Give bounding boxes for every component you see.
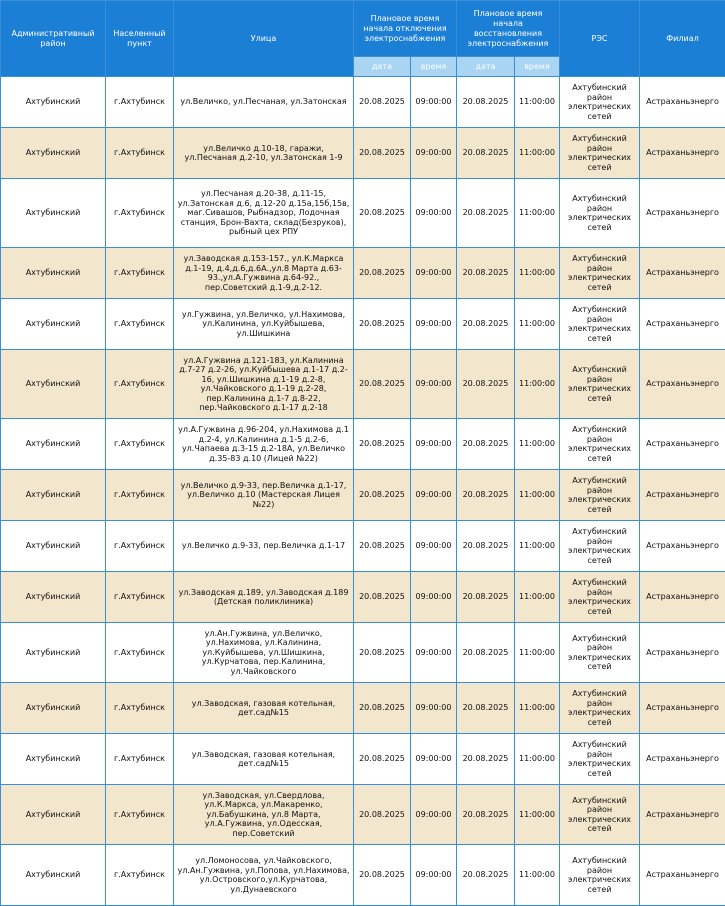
cell-res: Ахтубинский район электрических сетей: [560, 785, 640, 845]
cell-end-date: 20.08.2025: [457, 350, 515, 419]
cell-end-time: 11:00:00: [515, 734, 560, 785]
cell-end-date: 20.08.2025: [457, 128, 515, 179]
cell-branch: Астраханьэнерго: [640, 845, 725, 906]
header-end: Плановое время начала восстановления электроснабжения: [457, 1, 560, 57]
cell-end-date: 20.08.2025: [457, 572, 515, 623]
cell-locality: г.Ахтубинск: [106, 683, 174, 734]
cell-district: Ахтубинский: [1, 572, 106, 623]
cell-branch: Астраханьэнерго: [640, 128, 725, 179]
cell-end-date: 20.08.2025: [457, 179, 515, 248]
cell-district: Ахтубинский: [1, 299, 106, 350]
cell-branch: Астраханьэнерго: [640, 521, 725, 572]
cell-branch: Астраханьэнерго: [640, 623, 725, 683]
cell-branch: Астраханьэнерго: [640, 248, 725, 299]
cell-end-date: 20.08.2025: [457, 419, 515, 470]
cell-res: Ахтубинский район электрических сетей: [560, 179, 640, 248]
cell-start-date: 20.08.2025: [354, 572, 411, 623]
cell-res: Ахтубинский район электрических сетей: [560, 470, 640, 521]
cell-end-date: 20.08.2025: [457, 470, 515, 521]
table-row: [1, 845, 725, 906]
cell-street: ул.Ломоносова, ул.Чайковского, ул.Ан.Гужвина, ул.Попова, ул.Нахимова, ул.Островского,ул.Курчатова, ул.Дунаевского: [174, 845, 354, 906]
table-row: [1, 248, 725, 299]
header-branch: Филиал: [640, 1, 725, 77]
cell-locality: г.Ахтубинск: [106, 128, 174, 179]
cell-start-time: 09:00:00: [411, 128, 457, 179]
cell-end-time: 11:00:00: [515, 521, 560, 572]
cell-end-time: 11:00:00: [515, 572, 560, 623]
cell-district: Ахтубинский: [1, 248, 106, 299]
cell-res: Ахтубинский район электрических сетей: [560, 419, 640, 470]
cell-locality: г.Ахтубинск: [106, 248, 174, 299]
subheader-end-date: дата: [457, 57, 515, 77]
table-row: [1, 734, 725, 785]
cell-end-time: 11:00:00: [515, 128, 560, 179]
cell-end-time: 11:00:00: [515, 683, 560, 734]
cell-start-time: 09:00:00: [411, 470, 457, 521]
cell-locality: г.Ахтубинск: [106, 350, 174, 419]
cell-res: Ахтубинский район электрических сетей: [560, 734, 640, 785]
table-row: [1, 419, 725, 470]
cell-start-date: 20.08.2025: [354, 299, 411, 350]
cell-district: Ахтубинский: [1, 419, 106, 470]
cell-branch: Астраханьэнерго: [640, 683, 725, 734]
cell-end-date: 20.08.2025: [457, 785, 515, 845]
cell-start-time: 09:00:00: [411, 572, 457, 623]
cell-branch: Астраханьэнерго: [640, 734, 725, 785]
cell-start-time: 09:00:00: [411, 521, 457, 572]
table-row: [1, 785, 725, 845]
cell-branch: Астраханьэнерго: [640, 419, 725, 470]
cell-street: ул.Величко д.9-33, пер.Величка д.1-17: [174, 521, 354, 572]
cell-start-date: 20.08.2025: [354, 179, 411, 248]
cell-start-date: 20.08.2025: [354, 623, 411, 683]
cell-start-time: 09:00:00: [411, 419, 457, 470]
cell-branch: Астраханьэнерго: [640, 470, 725, 521]
cell-street: ул.Заводская, газовая котельная, дет.сад№15: [174, 683, 354, 734]
cell-locality: г.Ахтубинск: [106, 734, 174, 785]
cell-start-date: 20.08.2025: [354, 419, 411, 470]
cell-district: Ахтубинский: [1, 128, 106, 179]
cell-district: Ахтубинский: [1, 845, 106, 906]
cell-branch: Астраханьэнерго: [640, 77, 725, 128]
table-row: [1, 470, 725, 521]
header-res: РЭС: [560, 1, 640, 77]
cell-start-time: 09:00:00: [411, 248, 457, 299]
cell-end-date: 20.08.2025: [457, 623, 515, 683]
cell-street: ул.Заводская, газовая котельная, дет.сад№15: [174, 734, 354, 785]
cell-street: ул.Заводская д.189, ул.Заводская д.189 (Детская поликлиника): [174, 572, 354, 623]
cell-start-date: 20.08.2025: [354, 734, 411, 785]
cell-end-date: 20.08.2025: [457, 299, 515, 350]
cell-end-time: 11:00:00: [515, 77, 560, 128]
cell-locality: г.Ахтубинск: [106, 845, 174, 906]
cell-start-date: 20.08.2025: [354, 845, 411, 906]
cell-start-date: 20.08.2025: [354, 77, 411, 128]
cell-district: Ахтубинский: [1, 350, 106, 419]
cell-start-time: 09:00:00: [411, 179, 457, 248]
cell-end-time: 11:00:00: [515, 623, 560, 683]
subheader-start-date: дата: [354, 57, 411, 77]
subheader-start-time: время: [411, 57, 457, 77]
cell-res: Ахтубинский район электрических сетей: [560, 572, 640, 623]
cell-street: ул.А.Гужвина д.96-204, ул.Нахимова д.1 д.2-4, ул.Калинина д.1-5 д.2-6, ул.Чапаева д.3-15 д.2-18А, ул.Величко д.35-83 д.10 (Лицей №22): [174, 419, 354, 470]
cell-start-time: 09:00:00: [411, 734, 457, 785]
cell-start-date: 20.08.2025: [354, 683, 411, 734]
cell-end-date: 20.08.2025: [457, 77, 515, 128]
cell-branch: Астраханьэнерго: [640, 299, 725, 350]
cell-locality: г.Ахтубинск: [106, 572, 174, 623]
cell-res: Ахтубинский район электрических сетей: [560, 350, 640, 419]
cell-end-time: 11:00:00: [515, 419, 560, 470]
header-street: Улица: [174, 1, 354, 77]
cell-res: Ахтубинский район электрических сетей: [560, 248, 640, 299]
cell-branch: Астраханьэнерго: [640, 785, 725, 845]
cell-start-date: 20.08.2025: [354, 785, 411, 845]
header-start: Плановое время начала отключения электроснабжения: [354, 1, 457, 57]
cell-locality: г.Ахтубинск: [106, 521, 174, 572]
cell-district: Ахтубинский: [1, 521, 106, 572]
table-row: [1, 77, 725, 128]
cell-start-date: 20.08.2025: [354, 521, 411, 572]
cell-end-time: 11:00:00: [515, 350, 560, 419]
cell-street: ул.Ан.Гужвина, ул.Величко, ул.Нахимова, ул.Калинина, ул.Куйбышева, ул.Шишкина, ул.Курчатова, пер.Калинина, ул.Чайковского: [174, 623, 354, 683]
cell-start-time: 09:00:00: [411, 623, 457, 683]
cell-locality: г.Ахтубинск: [106, 785, 174, 845]
cell-district: Ахтубинский: [1, 683, 106, 734]
cell-end-date: 20.08.2025: [457, 683, 515, 734]
table-row: [1, 128, 725, 179]
cell-res: Ахтубинский район электрических сетей: [560, 128, 640, 179]
cell-res: Ахтубинский район электрических сетей: [560, 299, 640, 350]
cell-end-time: 11:00:00: [515, 248, 560, 299]
cell-locality: г.Ахтубинск: [106, 299, 174, 350]
cell-locality: г.Ахтубинск: [106, 419, 174, 470]
cell-street: ул.Заводская, ул.Свердлова, ул.К.Маркса, ул.Макаренко, ул.Бабушкина, ул.8 Марта, ул.А.Гужвина, ул.Одесская, пер.Советский: [174, 785, 354, 845]
header-district: Административный район: [1, 1, 106, 77]
table-row: [1, 521, 725, 572]
cell-locality: г.Ахтубинск: [106, 623, 174, 683]
cell-street: ул.Гужвина, ул.Величко, ул.Нахимова, ул.Калинина, ул.Куйбышева, ул.Шишкина: [174, 299, 354, 350]
cell-district: Ахтубинский: [1, 623, 106, 683]
table-body: [1, 77, 725, 906]
cell-street: ул.Величко д.9-33, пер.Величка д.1-17, ул.Величко д.10 (Мастерская Лицея №22): [174, 470, 354, 521]
table-row: [1, 623, 725, 683]
cell-start-date: 20.08.2025: [354, 128, 411, 179]
cell-street: ул.Величко д.10-18, гаражи, ул.Песчаная д.2-10, ул.Затонская 1-9: [174, 128, 354, 179]
cell-end-time: 11:00:00: [515, 179, 560, 248]
cell-branch: Астраханьэнерго: [640, 179, 725, 248]
cell-district: Ахтубинский: [1, 179, 106, 248]
cell-district: Ахтубинский: [1, 785, 106, 845]
cell-locality: г.Ахтубинск: [106, 77, 174, 128]
cell-start-date: 20.08.2025: [354, 470, 411, 521]
table-row: [1, 572, 725, 623]
cell-end-date: 20.08.2025: [457, 734, 515, 785]
cell-end-time: 11:00:00: [515, 845, 560, 906]
cell-end-date: 20.08.2025: [457, 521, 515, 572]
cell-street: ул.Песчаная д.20-38, д.11-15, ул.Затонская д.6, д.12-20 д.15а,15б,15в, маг.Сивашов, Рыбнадзор, Лодочная станция, Брон-Вахта, склад(Безруков), рыбный цех РПУ: [174, 179, 354, 248]
table-row: [1, 683, 725, 734]
cell-end-date: 20.08.2025: [457, 248, 515, 299]
table-row: [1, 350, 725, 419]
cell-res: Ахтубинский район электрических сетей: [560, 683, 640, 734]
cell-start-time: 09:00:00: [411, 845, 457, 906]
cell-res: Ахтубинский район электрических сетей: [560, 845, 640, 906]
cell-start-time: 09:00:00: [411, 77, 457, 128]
cell-start-date: 20.08.2025: [354, 248, 411, 299]
cell-end-time: 11:00:00: [515, 470, 560, 521]
cell-res: Ахтубинский район электрических сетей: [560, 77, 640, 128]
table-row: [1, 299, 725, 350]
cell-start-time: 09:00:00: [411, 785, 457, 845]
cell-end-date: 20.08.2025: [457, 845, 515, 906]
cell-start-time: 09:00:00: [411, 350, 457, 419]
cell-street: ул.Величко, ул.Песчаная, ул.Затонская: [174, 77, 354, 128]
subheader-end-time: время: [515, 57, 560, 77]
cell-locality: г.Ахтубинск: [106, 179, 174, 248]
cell-start-time: 09:00:00: [411, 683, 457, 734]
cell-district: Ахтубинский: [1, 77, 106, 128]
header-locality: Населенный пункт: [106, 1, 174, 77]
cell-branch: Астраханьэнерго: [640, 572, 725, 623]
cell-res: Ахтубинский район электрических сетей: [560, 623, 640, 683]
cell-district: Ахтубинский: [1, 470, 106, 521]
cell-start-time: 09:00:00: [411, 299, 457, 350]
cell-end-time: 11:00:00: [515, 299, 560, 350]
cell-locality: г.Ахтубинск: [106, 470, 174, 521]
cell-start-date: 20.08.2025: [354, 350, 411, 419]
cell-district: Ахтубинский: [1, 734, 106, 785]
cell-branch: Астраханьэнерго: [640, 350, 725, 419]
cell-street: ул.А.Гужвина д.121-183, ул.Калинина д.7-27 д.2-26, ул.Куйбышева д.1-17 д.2-16, ул.Шишкина д.1-19 д.2-8, ул.Чайковского д.1-19 д.2-28, пер.Калинина д.1-7 д.8-22, пер.Чайковского д.1-17 д.2-18: [174, 350, 354, 419]
cell-res: Ахтубинский район электрических сетей: [560, 521, 640, 572]
header-row: [1, 1, 725, 57]
table-row: [1, 179, 725, 248]
cell-street: ул.Заводская д.153-157., ул.К.Маркса д.1-19, д.4,д.6,д.6А.,ул.8 Марта д.63-93.,ул.А.Гужвина д.64-92., пер.Советский д.1-9,д.2-12.: [174, 248, 354, 299]
cell-end-time: 11:00:00: [515, 785, 560, 845]
